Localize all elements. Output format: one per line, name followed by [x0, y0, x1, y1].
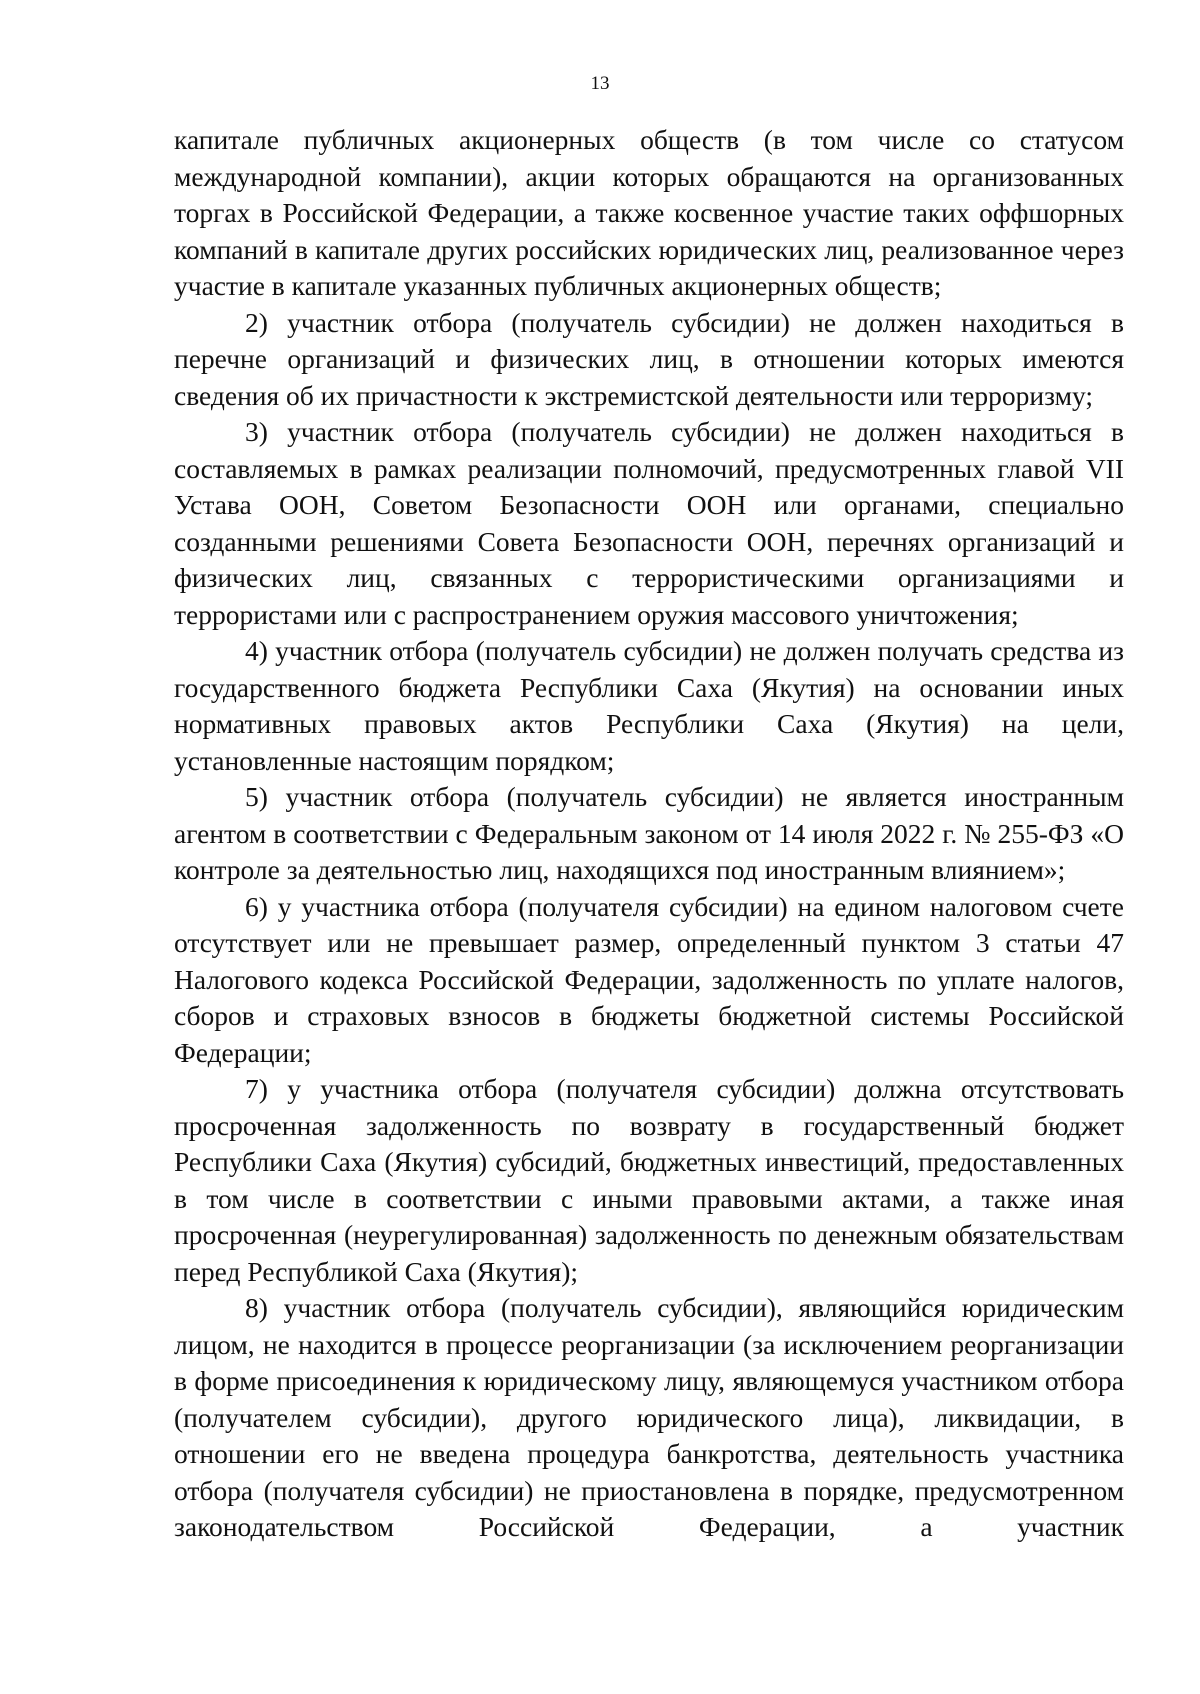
- paragraph-item-7: 7) у участника отбора (получателя субсидии) должна отсутствовать просроченная задолженность по возврату в государственный бюджет Республики Саха (Якутия) субсидий, бюджетных инвестиций, предоставленных в том числе в соответствии с иными правовыми актами, а также иная просроченная (неурегулированная) задолженность по денежным обязательствам перед Республикой Саха (Якутия);: [174, 1073, 1124, 1287]
- paragraph-item-2: 2) участник отбора (получатель субсидии) не должен находиться в перечне организаций и физических лиц, в отношении которых имеются сведения об их причастности к экстремистской деятельности или терроризму;: [174, 306, 1124, 411]
- paragraph-item-4: 4) участник отбора (получатель субсидии) не должен получать средства из государственного бюджета Республики Саха (Якутия) на основании иных нормативных правовых актов Республики Саха (Якутия) на цели, установленные настоящим порядком;: [174, 635, 1124, 776]
- paragraph-item-5: 5) участник отбора (получатель субсидии) не является иностранным агентом в соответствии с Федеральным законом от 14 июля 2022 г. № 255-ФЗ «О контроле за деятельностью лиц, находящихся под иностранным влиянием»;: [174, 781, 1124, 885]
- document-body: [174, 122, 1124, 1546]
- paragraph-item-8: 8) участник отбора (получатель субсидии), являющийся юридическим лицом, не находится в процессе реорганизации (за исключением реорганизации в форме присоединения к юридическому лицу, являющемуся участником отбора (получателем субсидии), другого юридического лица), ликвидации, в отношении его не введена процедура банкротства, деятельность участника отбора (получателя субсидии) не приостановлена в порядке, предусмотренном законодательством Российской Федерации, а участник: [174, 1292, 1124, 1542]
- paragraph-item-6: 6) у участника отбора (получателя субсидии) на едином налоговом счете отсутствует или не превышает размер, определенный пунктом 3 статьи 47 Налогового кодекса Российской Федерации, задолженность по уплате налогов, сборов и страховых взносов в бюджеты бюджетной системы Российской Федерации;: [174, 890, 1124, 1068]
- paragraph-continuation: капитале публичных акционерных обществ (в том числе со статусом международной компании), акции которых обращаются на организованных торгах в Российской Федерации, а также косвенное участие таких оффшорных компаний в капитале других российских юридических лиц, реализованное через участие в капитале указанных публичных акционерных обществ;: [174, 124, 1124, 301]
- page-number: 13: [590, 73, 610, 94]
- paragraph-item-3: 3) участник отбора (получатель субсидии) не должен находиться в составляемых в рамках реализации полномочий, предусмотренных главой VII Устава ООН, Советом Безопасности ООН или органами, специально созданными решениями Совета Безопасности ООН, перечнях организаций и физических лиц, связанных с террористическими организациями и террористами или с распространением оружия массового уничтожения;: [174, 416, 1124, 630]
